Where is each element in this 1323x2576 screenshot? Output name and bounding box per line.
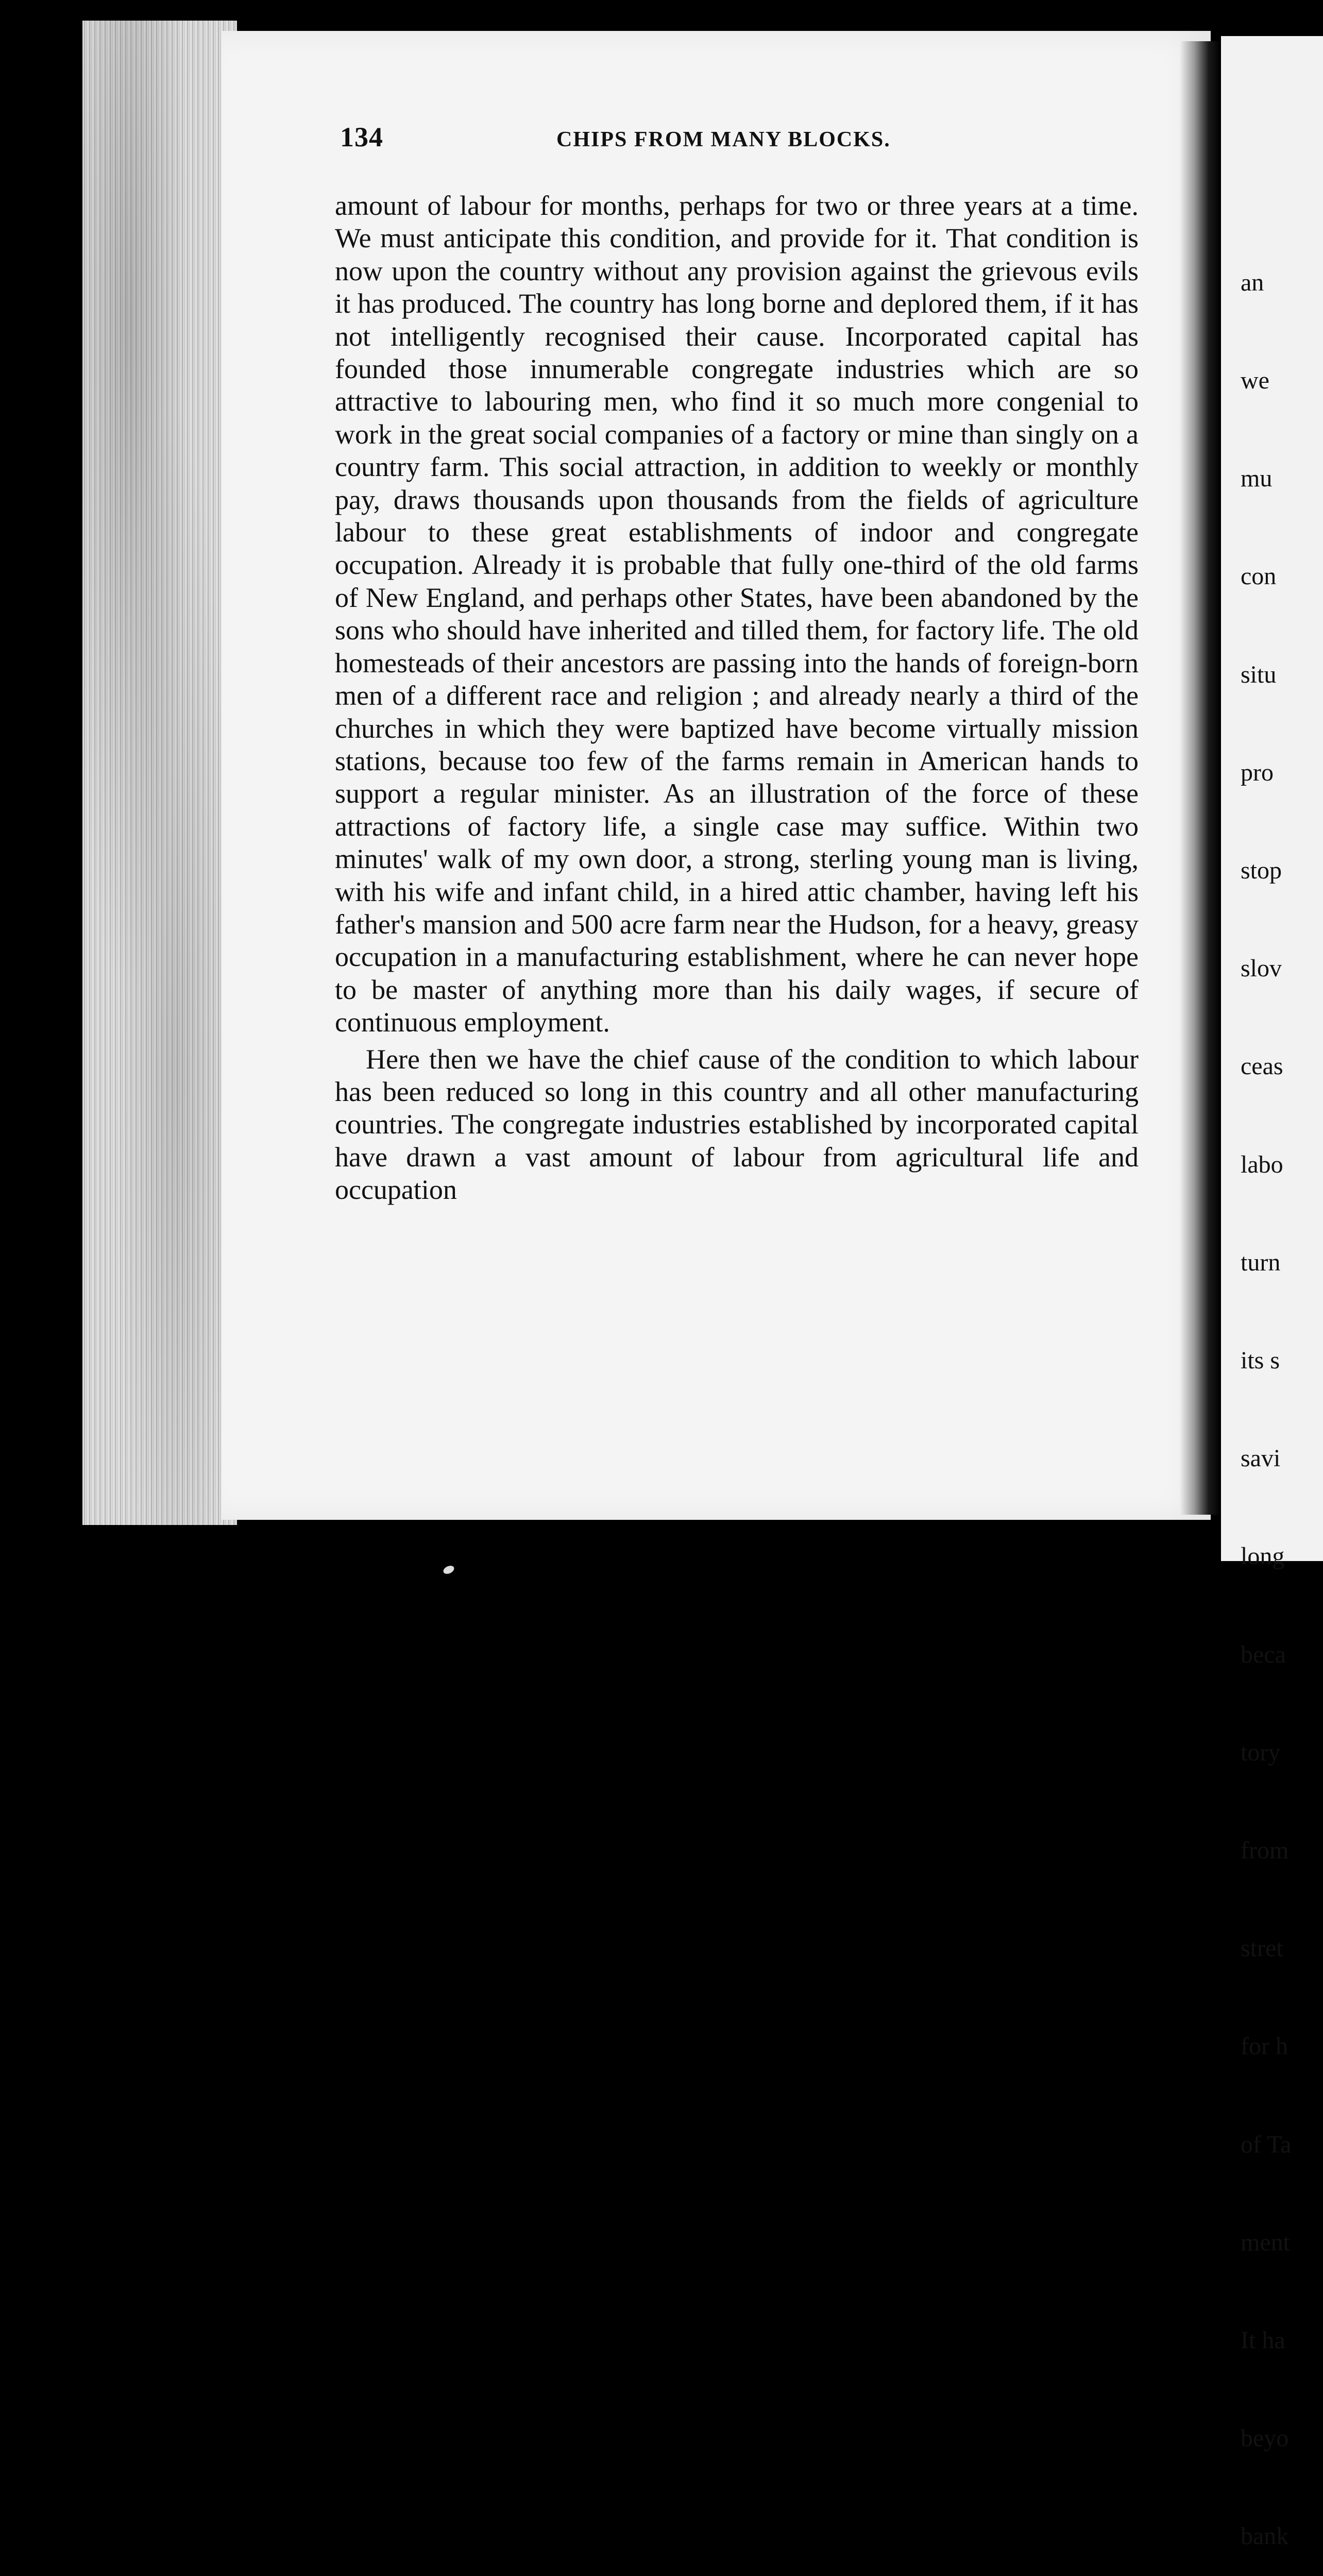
facing-line: labo [1241, 1150, 1283, 1178]
facing-line: beca [1241, 1640, 1286, 1668]
facing-line: mu [1241, 465, 1273, 493]
facing-line: turn [1241, 1248, 1281, 1276]
facing-line: pro [1241, 758, 1274, 786]
running-title: CHIPS FROM MANY BLOCKS. [556, 128, 891, 151]
facing-line: savi [1241, 1445, 1281, 1472]
facing-line: for h [1241, 2032, 1288, 2060]
facing-line: an [1241, 268, 1264, 296]
running-head [340, 121, 948, 162]
scan-speck [442, 1564, 455, 1575]
paragraph-1: amount of labour for months, perhaps for two or three years at a time. We must anticipate this condition, and provide for it. That condition is now upon the country without any provision against the grievous evils it has produced. The country has long borne and deplored them, if it has not intelligently recognised their cause. Incorporated capital has founded those innumerable congregate industries which are so attractive to labouring men, who find it so much more congenial to work in the great social companies of a factory or mine than singly on a country farm. This social attraction, in addition to weekly or monthly pay, draws thousands upon thousands from the fields of agriculture labour to these great establishments of indoor and congregate occupation. Already it is probable that fully one-third of the old farms of New England, and perhaps other States, have been abandoned by the sons who should have inherited and tilled them, for factory life. The old homesteads of their ancestors are passing into the hands of foreign-born men of a different race and religion ; and already nearly a third of the churches in which they were baptized have become virtually mission stations, because too few of the farms remain in American hands to support a regular minister. As an illustration of the force of these attractions of factory life, a single case may suffice. Within two minutes' walk of my own door, a strong, sterling young man is living, with his wife and infant child, in a hired attic chamber, having left his father's mansion and 500 acre farm near the Hudson, for a heavy, greasy occupation in a manufacturing establishment, where he can never hope to be master of anything more than his daily wages, if secure of continuous employment. [335, 190, 1139, 1038]
facing-line: of Ta [1241, 2130, 1292, 2158]
facing-line: ment [1241, 2228, 1290, 2256]
facing-line: stop [1241, 857, 1282, 885]
facing-line: bank [1241, 2522, 1289, 2550]
facing-line: its s [1241, 1347, 1280, 1375]
facing-line: long [1241, 1543, 1285, 1570]
facing-line: beyo [1241, 2425, 1289, 2452]
facing-line: from [1241, 1837, 1289, 1865]
facing-line: con [1241, 563, 1277, 590]
body-text [335, 190, 1139, 1207]
facing-line: stret [1241, 1935, 1283, 1962]
facing-line: we [1241, 367, 1269, 395]
paragraph-2: Here then we have the chief cause of the condition to which labour has been reduced so long in this country and all other manufacturing countries. The congregate industries established by incorporated capital have drawn a vast amount of labour from agricultural life and occupation [335, 1043, 1139, 1206]
facing-line: tory [1241, 1738, 1281, 1766]
facing-line: situ [1241, 660, 1277, 688]
page-number: 134 [340, 122, 383, 152]
facing-line: It ha [1241, 2327, 1285, 2354]
facing-line: ceas [1241, 1053, 1283, 1080]
facing-line: slov [1241, 955, 1282, 982]
gutter-shadow [1180, 41, 1221, 1515]
facing-page-text [1241, 201, 1304, 2576]
page-edge-stack [82, 21, 237, 1525]
